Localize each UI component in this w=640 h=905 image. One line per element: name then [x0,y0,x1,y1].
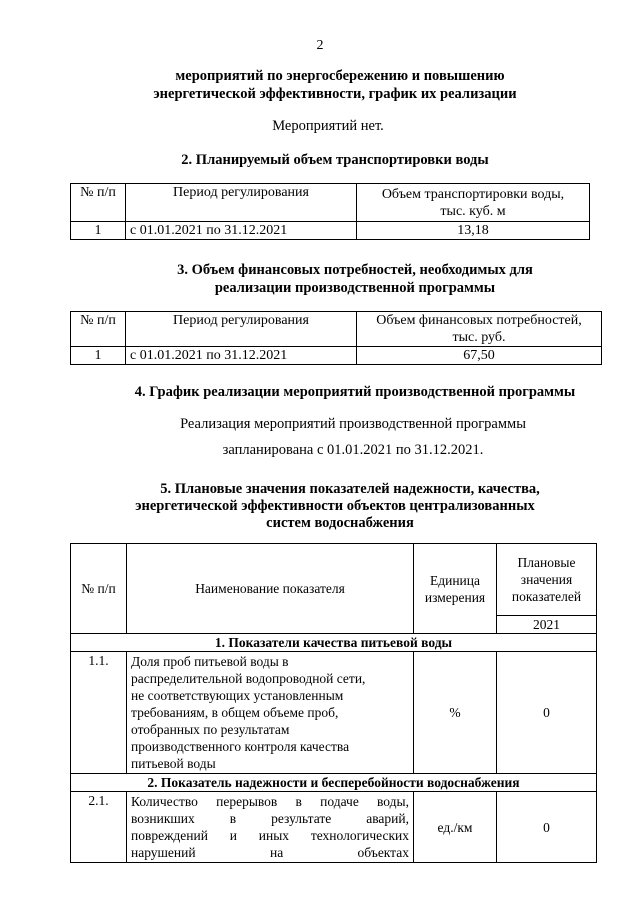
header-period: Период регулирования [126,312,357,347]
table-header-row [71,184,590,222]
row1-num: 1.1. [71,652,127,774]
table-row [71,792,597,863]
table-header-row [71,312,602,347]
section2-title: 2. Планируемый объем транспортировки воды [181,152,489,168]
header-plan: Плановые значения показателей [497,544,597,616]
row2-name: Количество перерывов в подаче воды, возникших в результате аварий, повреждений и иных технологических нарушений на объектах [127,792,414,863]
section3-title-line1: 3. Объем финансовых потребностей, необходимых для [177,262,533,278]
row-num: 1 [71,222,126,240]
row1-unit: % [414,652,497,774]
row2-value: 0 [497,792,597,863]
header-unit: Единица измерения [414,544,497,634]
section4-body-line2: запланирована с 01.01.2021 по 31.12.2021. [222,442,484,458]
section4-body-line1: Реализация мероприятий производственной программы [180,416,526,432]
group-row [71,634,597,652]
financial-needs-table [70,311,602,365]
table-row [71,652,597,774]
row2-num: 2.1. [71,792,127,863]
table-row [71,222,590,240]
row-period: с 01.01.2021 по 31.12.2021 [126,347,357,365]
header-num: № п/п [71,184,126,222]
section1-title-line1: мероприятий по энергосбережению и повышению [175,68,505,84]
row-volume: 13,18 [357,222,590,240]
table-header-row [71,544,597,616]
row-num: 1 [71,347,126,365]
row1-name: Доля проб питьевой воды в распределительной водопроводной сети, не соответствующих установленным требованиям, в общем объеме проб, отобранных по результатам производственного контроля качества питьевой воды [127,652,414,774]
transport-volume-table [70,183,590,240]
section5-title-line1: 5. Плановые значения показателей надежности, качества, [160,481,540,497]
header-volume: Объем транспортировки воды, тыс. куб. м [357,184,590,222]
header-finance: Объем финансовых потребностей, тыс. руб. [357,312,602,347]
row-period: с 01.01.2021 по 31.12.2021 [126,222,357,240]
row2-unit: ед./км [414,792,497,863]
section3-title-line2: реализации производственной программы [214,280,496,296]
header-period: Период регулирования [126,184,357,222]
indicators-table [70,543,597,863]
group1-heading: 1. Показатели качества питьевой воды [71,634,597,652]
group2-heading: 2. Показатель надежности и бесперебойности водоснабжения [71,774,597,792]
row1-value: 0 [497,652,597,774]
header-name: Наименование показателя [127,544,414,634]
header-num: № п/п [71,544,127,634]
header-num: № п/п [71,312,126,347]
section1-title-line2: энергетической эффективности, график их реализации [153,86,517,102]
group-row [71,774,597,792]
page-number: 2 [316,38,324,53]
section5-title-line2: энергетической эффективности объектов централизованных [135,498,535,514]
row-finance: 67,50 [357,347,602,365]
section1-body: Мероприятий нет. [272,118,384,134]
table-row [71,347,602,365]
section4-title: 4. График реализации мероприятий производственной программы [134,384,576,400]
section5-title-line3: систем водоснабжения [266,515,414,531]
header-year: 2021 [497,616,597,634]
